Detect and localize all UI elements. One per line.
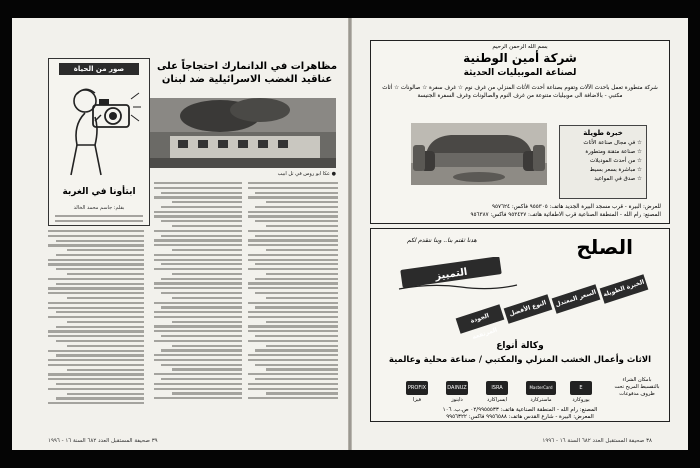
left-page-footer: ٣٩ صحيفة المستقبل العدد ٦٨٢ السنة ١٦ - ١٩٩٦ — [48, 438, 158, 444]
left-page — [12, 18, 348, 450]
brand-label: فيزا — [412, 397, 422, 403]
article-column-1 — [48, 230, 144, 407]
brand-logo: DAINUZ — [446, 381, 468, 395]
furniture-advertisement — [370, 40, 670, 224]
brand-label: داينوز — [451, 397, 463, 403]
alsulh-brand: الصلح — [576, 235, 633, 259]
experience-item: ☆ مباشرة بسعر بسيط — [560, 166, 642, 175]
ad-description: شركة متطورة تعمل باحدث الآلات وتقوم بصناعة أحدث الأثاث المنزلي من غرف نوم ☆ غرف سفرة ☆ صالونات ☆ أثاث مكتبي - بالاضافة الى موبيليات متنوعة من غرف النوم والصالونات وغرف السفرة الجنيسة — [382, 85, 658, 99]
sidebar-banner: صور من الحياة — [59, 63, 139, 75]
ad-bismillah: بسم الله الرحمن الرحيم — [492, 44, 548, 50]
ad-tagline: لصناعة الموبيليات الحديثة — [463, 68, 577, 78]
photo-caption: ● عكا ابو روس في تل ابيب — [277, 171, 336, 177]
sidebar-column — [48, 58, 150, 226]
alsulh-slogan: هدنا ثقتم بنا.. وبنا نتقدم لكم — [407, 237, 477, 244]
experience-title: خبرة طويلة — [583, 129, 623, 137]
right-page-footer: ٣٨ صحيفة المستقبل العدد ٦٨٢ السنة ١٦ - ١٩٩٦ — [542, 438, 652, 444]
experience-item: ☆ في مجال صناعة الأثاث — [560, 139, 642, 148]
article-column-3 — [248, 182, 338, 402]
script-logo-text: التمييز — [434, 266, 469, 283]
brand-logo: ISRA — [486, 381, 508, 395]
sidebar-title: ابتأونا في الغربة — [62, 187, 136, 197]
ad-addresses — [379, 203, 661, 219]
sidebar-byline: بقلم: جاسم محمد الخالد — [73, 205, 125, 211]
feature-tag: الخبرة الطويلة — [600, 274, 649, 303]
brand-logo: PROFIX — [406, 381, 428, 395]
alsulh-products: الاثاث وأعمال الخشب المنزلي والمكتبي / صناعة محلية وعالمية — [388, 355, 652, 365]
article-headline: مظاهرات في الدانمارك احتجاجاً على عناقيد الغضب الاسرائيلية ضد لبنان — [156, 61, 338, 85]
furniture-photo — [411, 123, 547, 185]
payment-brands — [399, 381, 599, 407]
feature-tag: الجودة المرتفعة — [456, 304, 505, 333]
feature-tag: السعر المعتدل — [552, 284, 601, 313]
photographer-cartoon — [55, 79, 143, 179]
magazine-spread — [12, 18, 688, 450]
experience-item: ☆ صناعة متقنة ومتطورة — [560, 148, 642, 157]
article-column-2 — [154, 182, 242, 402]
experience-item: ☆ صدق في المواعيد — [560, 175, 642, 184]
factory-address: المصنع: رام الله - المنطقة الصناعية قرب الاطفائية هاتف: ٩٥٣٤٣٧ فاكس: ٩٥٦٣٨٧ — [470, 212, 661, 218]
showroom-address: للعرض: البيرة - قرب مسجد البيرة الجديد هاتف: ٩٥٥٣٠٥ فاكس: ٩٥٧٦٢٤ — [492, 204, 661, 210]
brand-label: يوروكارد — [572, 397, 590, 403]
brand-label: ايسراكارد — [487, 397, 507, 403]
alsulh-address-1: المصنع: رام الله - المنطقة الصناعية هاتف: ٠٢/٩٩٥٥٥٣٣ ص.ب. ١٠٦ — [442, 407, 598, 413]
experience-list — [560, 139, 642, 184]
right-page — [352, 18, 688, 450]
ad-company-name: شركة أمين الوطنية — [463, 51, 577, 65]
feature-tag: النوع الأفضل — [504, 294, 553, 323]
alsulh-heading: وكالة أنواع — [496, 341, 544, 351]
brand-logo: E — [570, 381, 592, 395]
brand-logo: MasterCard — [526, 381, 556, 395]
experience-item: ☆ من أحدث الموديلات — [560, 157, 642, 166]
sidebar-text — [55, 215, 143, 225]
article-photo — [150, 98, 336, 168]
alsulh-address-2: المعرض: البيرة - شارع القدس هاتف: ٩٩٥٦٥٨٨ فاكس: ٩٩٥٦٣٢٢ — [446, 414, 594, 420]
brand-label: ماستركارد — [530, 397, 552, 403]
feature-tags — [451, 275, 661, 342]
installment-note: بامكان الشراء بالتقسيط المريح تحت ظروف مدفوعات — [614, 377, 660, 397]
experience-box — [559, 125, 647, 199]
alsulh-advertisement — [370, 228, 670, 422]
